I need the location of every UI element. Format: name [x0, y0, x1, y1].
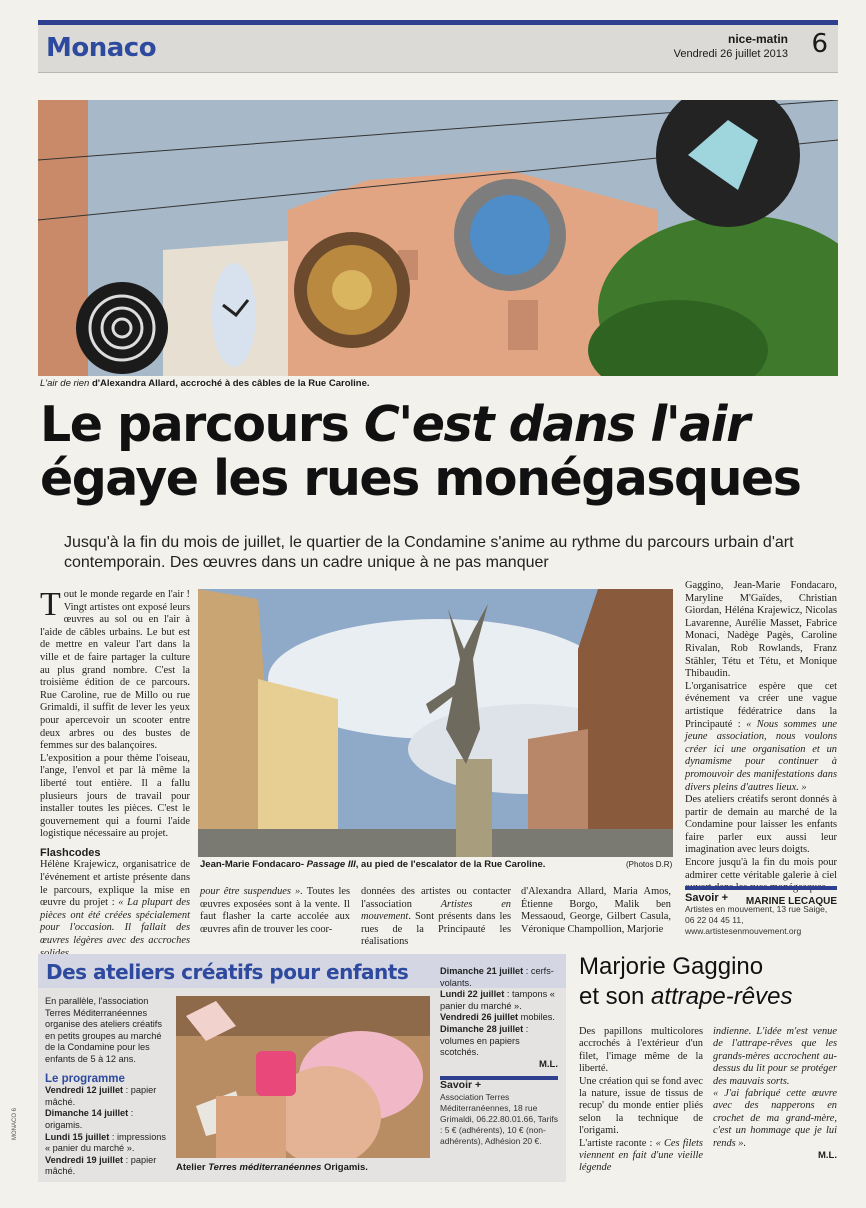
programme-item-1: Vendredi 12 juillet : papier mâché.	[45, 1085, 157, 1107]
ateliers-intro: En parallèle, l'association Terres Méditerranéennes organise des ateliers créatifs en petits groupes au marché de la Condamine pour les enfants de 5 à 12 ans.	[45, 996, 162, 1064]
photo-credit: (Photos D.R)	[626, 860, 673, 869]
article-column-2	[200, 886, 350, 936]
side-code: MONACO 6	[12, 1107, 18, 1140]
article-column-1	[40, 586, 190, 960]
sculpture-photo	[198, 589, 673, 857]
savoir-text: Artistes en mouvement, 13 rue Saige, 06 22 04 45 11, www.artistesenmouvement.org	[685, 904, 828, 936]
programme-item-2: Dimanche 14 juillet : origamis.	[45, 1108, 134, 1130]
article-paragraph-7: Gaggino, Jean-Marie Fondacaro, Maryline M'Gaïdes, Christian Giordan, Héléna Krajewicz, Nicolas Lavarenne, Aurélie Masset, Fabrice Monaci, Nadège Pagès, Caroline Rivalan, Rob Rowlands, Franz Stähler, Tétu et Tétu, et Monique Thibaudin.	[685, 580, 837, 680]
marjorie-quote-3: « J'ai fabriqué cette œuvre avec des napperons en crochet de ma grand-mère, c'est un hommage que je lui rends ».	[713, 1088, 837, 1149]
article-paragraph-2: L'exposition a pour thème l'oiseau, l'ange, l'envol et par là même la liberté tout entière. Il a fallu plusieurs jours de travail pour installer toutes les pièces. C'est le gouvernement qui a fourni l'aide logistique nécessaire au projet.	[40, 752, 190, 840]
article-column-3	[361, 886, 511, 949]
page-header	[38, 25, 838, 73]
headline-part-1: Le parcours	[40, 396, 364, 453]
article-paragraph-3: Hélène Krajewicz, organisatrice de l'événement et artiste présente dans le parcours, explique la mise en œuvre du projet :	[40, 859, 190, 909]
sculpture-caption-artist: Jean-Marie Fondacaro-	[200, 859, 307, 870]
ateliers-savoir-title: Savoir +	[440, 1079, 482, 1092]
marjorie-headline-2: et son	[579, 983, 652, 1010]
article-signature: MARINE LECAQUE	[745, 895, 837, 907]
atelier-illustration	[176, 996, 430, 1158]
hero-caption	[40, 378, 370, 389]
sculpture-caption-location: , au pied de l'escalator de la Rue Caroline.	[355, 859, 546, 870]
article-paragraph-8: L'organisatrice espère que cet événement va créer une vague artistique fédératrice dans la Principauté :	[685, 680, 837, 730]
savoir-box	[685, 886, 837, 937]
marjorie-paragraph-1: Des papillons multicolores accrochés à l'extérieur d'un filet, l'image même de la liberté.	[579, 1026, 703, 1075]
marjorie-paragraph-2: Une création qui se fond avec la nature, issue de tissus de recup' du monde entier pliés selon la technique de l'origami.	[579, 1075, 703, 1137]
article-subhead: Flashcodes	[40, 846, 101, 859]
article-quote-2: pour être suspendues ».	[200, 886, 303, 897]
hero-illustration	[38, 100, 838, 376]
programme-item-6: Lundi 22 juillet : tampons « panier du marché ».	[440, 989, 555, 1011]
marjorie-quote-1: « Ces filets viennent en fait d'une vieille légende	[579, 1137, 703, 1174]
programme-item-3: Lundi 15 juillet : impressions « panier du marché ».	[45, 1131, 167, 1154]
article-paragraph-9: Des ateliers créatifs seront donnés à partir de demain au marché de la Condamine pour laisser les enfants faire parler eux aussi leur imagination avec leurs doigts.	[685, 794, 837, 856]
article-column-5	[685, 580, 837, 908]
marjorie-headline-italic: attrape-rêves	[651, 983, 793, 1010]
article-paragraph-10: Encore jusqu'à la fin du mois pour admirer cette véritable galerie à ciel	[685, 857, 837, 881]
article-paragraph-5b: . Sont présents dans les rues de la Principauté les réalisations	[361, 911, 511, 948]
dropcap: T	[40, 586, 61, 623]
marjorie-column-2	[713, 1026, 837, 1162]
marjorie-quote-2: indienne. L'idée m'est venue de l'attrape-rêves que les grands-mères accrochent au-dessus du lit pour se protéger des mauvais sorts.	[713, 1026, 837, 1087]
article-paragraph-4: Toutes les œuvres exposées sont à la vente. Il faut flasher la carte accolée aux œuvres afin de trouver les coor-	[200, 886, 350, 935]
sculpture-caption-title: Passage III	[306, 859, 356, 870]
main-headline	[40, 398, 840, 506]
headline-line-2: égaye les rues monégasques	[40, 450, 801, 507]
marjorie-headline	[579, 952, 837, 1012]
section-title: Monaco	[46, 33, 157, 63]
article-paragraph-1: out le monde regarde en l'air ! Vingt artistes ont exposé leurs œuvres au sol ou en l'air à l'aide de câbles urbains. Le but est de mettre en valeur l'art dans la ville et de faire partager la culture au plus grand nombre. C'est la troisième édition de ce parcours. Rue Caroline, rue de Millo ou rue Grimaldi, il suffit de lever les yeux pour apercevoir un scooter entre deux arbres ou des bustes de femmes sur des balançoires.	[40, 589, 190, 752]
atelier-photo	[176, 996, 430, 1158]
ateliers-title: Des ateliers créatifs pour enfants	[46, 960, 409, 984]
ateliers-col-2	[440, 966, 558, 1147]
page-number: 6	[811, 29, 828, 59]
article-quote-3: « Nous sommes une jeune association, nous voulons créer ici une organisation et un dynamisme pour continuer à promouvoir des manifestations dans divers pleins d'autres lieux. »	[685, 718, 837, 793]
sculpture-illustration	[198, 589, 673, 857]
sculpture-caption	[200, 859, 545, 870]
article-column-4	[521, 886, 671, 936]
programme-title: Le programme	[45, 1072, 125, 1085]
programme-item-8: Dimanche 28 juillet : volumes en papiers scotchés.	[440, 1023, 529, 1058]
hero-caption-title: L'air de rien	[40, 378, 90, 389]
atelier-caption: Atelier Terres méditerranéennes Origamis.	[176, 1162, 368, 1173]
marjorie-initials: M.L.	[818, 1150, 837, 1162]
brand-name: nice-matin	[727, 32, 788, 46]
ateliers-box	[38, 954, 566, 1182]
savoir-rule	[685, 886, 837, 890]
ateliers-col-1	[45, 996, 169, 1178]
hero-caption-text: d'Alexandra Allard, accroché à des câbles de la Rue Caroline.	[89, 378, 370, 389]
article-paragraph-6: d'Alexandra Allard, Maria Amos, Étienne Borgo, Malik ben Messaoud, George, Gilbert Casula, Véronique Champollion, Marjorie	[521, 886, 671, 935]
savoir-title: Savoir +	[685, 892, 729, 904]
ateliers-initials: M.L.	[539, 1058, 558, 1070]
ateliers-savoir-text: Association Terres Méditerranéennes, 18 rue Grimaldi, 06.22.80.01.66, Tarifs : 5 € (adhérents), 10 € (non-adhérents), Adhésion 20 €.	[440, 1091, 558, 1146]
marjorie-headline-1: Marjorie Gaggino	[579, 953, 764, 980]
association-name: Artistes en mouvement	[361, 898, 511, 923]
article-paragraph-5a: données des artistes ou contacter l'association	[361, 886, 511, 910]
article-deck: Jusqu'à la fin du mois de juillet, le quartier de la Condamine s'anime au rythme du parcours urbain d'art contemporain. Des œuvres dans un cadre unique à ne pas manquer	[64, 534, 794, 571]
marjorie-paragraph-3: L'artiste raconte :	[579, 1137, 656, 1149]
issue-date: Vendredi 26 juillet 2013	[673, 48, 788, 60]
hero-photo	[38, 100, 838, 376]
programme-item-4: Vendredi 19 juillet : papier mâché.	[45, 1154, 157, 1177]
marjorie-column-1	[579, 1026, 703, 1175]
programme-item-7: Vendredi 26 juillet mobiles.	[440, 1012, 555, 1023]
programme-item-5: Dimanche 21 juillet : cerfs-volants.	[440, 966, 554, 988]
headline-italic: C'est dans l'air	[363, 396, 749, 453]
article-quote-1: « La plupart des pièces ont été créées spécialement pour l'occasion. Il fallait des œuvres légères avec des accroches	[40, 897, 190, 947]
